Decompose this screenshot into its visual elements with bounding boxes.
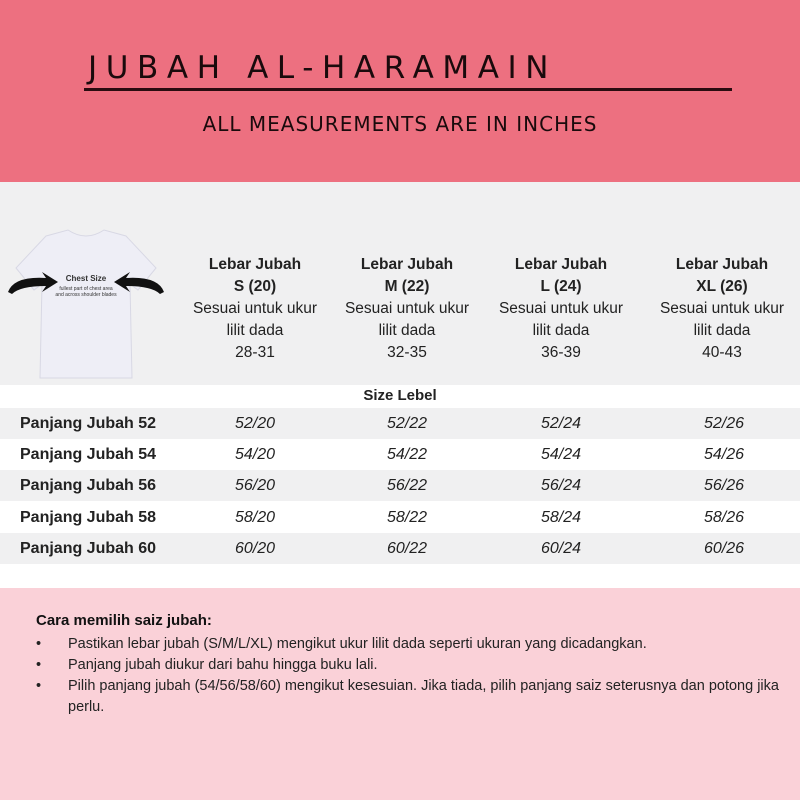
row-label: Panjang Jubah 56 [20,477,157,494]
size-column-s [180,254,330,364]
column-desc: Sesuai untuk ukur [498,300,624,317]
column-desc: lilit dada [378,322,436,339]
cell: 54/22 [386,446,428,463]
notes-list [36,634,786,718]
cell: 54/20 [234,446,276,463]
table-row [0,502,800,533]
column-range: 40-43 [702,344,742,361]
column-size: S (20) [233,278,277,295]
column-desc: Sesuai untuk ukur [344,300,470,317]
svg-text:fullest part of chest area: fullest part of chest area [59,286,113,292]
cell: 60/26 [703,540,745,557]
column-range: 36-39 [541,344,581,361]
note-item: • Pastikan lebar jubah (S/M/L/XL) mengikut ukur lilit dada seperti ukuran yang dicadangkan. [36,634,786,655]
notes-section [0,588,800,800]
note-item: • Panjang jubah diukur dari bahu hingga buku lali. [36,655,786,676]
cell: 52/26 [703,415,745,432]
table-row [0,533,800,564]
table-row [0,470,800,501]
notes-title: Cara memilih saiz jubah: [36,612,212,629]
row-label: Panjang Jubah 52 [20,415,157,432]
table-row [0,408,800,439]
cell: 52/24 [540,415,582,432]
size-column-l [486,254,636,364]
cell: 58/26 [703,509,745,526]
cell: 60/24 [540,540,582,557]
cell: 60/20 [234,540,276,557]
cell: 58/24 [540,509,582,526]
cell: 54/24 [540,446,582,463]
column-size: M (22) [384,278,430,295]
column-title: Lebar Jubah [675,256,769,273]
column-range: 28-31 [235,344,275,361]
cell: 58/22 [386,509,428,526]
size-column-xl [647,254,797,364]
column-size: XL (26) [696,278,748,295]
row-label: Panjang Jubah 54 [20,446,157,463]
cell: 58/20 [234,509,276,526]
column-title: Lebar Jubah [514,256,608,273]
page-title: JUBAH AL-HARAMAIN [88,50,558,86]
row-label: Panjang Jubah 58 [20,509,157,526]
column-desc: Sesuai untuk ukur [192,300,318,317]
column-range: 32-35 [387,344,427,361]
title-underline [84,88,732,91]
cell: 56/22 [386,477,428,494]
column-title: Lebar Jubah [360,256,454,273]
cell: 54/26 [703,446,745,463]
header-banner [0,0,800,182]
cell: 56/24 [540,477,582,494]
table-row [0,439,800,470]
cell: 52/22 [386,415,428,432]
svg-text:Chest Size: Chest Size [65,274,107,283]
size-column-m [332,254,482,364]
cell: 56/26 [703,477,745,494]
column-desc: lilit dada [693,322,751,339]
page-subtitle: ALL MEASUREMENTS ARE IN INCHES [202,112,598,136]
column-title: Lebar Jubah [208,256,302,273]
cell: 52/20 [234,415,276,432]
svg-text:and across shoulder blades: and across shoulder blades [55,292,117,298]
tshirt-chest-size-illustration [6,228,166,386]
note-item: • Pilih panjang jubah (54/56/58/60) mengikut kesesuian. Jika tiada, pilih panjang saiz seterusnya dan potong jika perlu. [36,676,786,718]
column-desc: lilit dada [532,322,590,339]
cell: 56/20 [234,477,276,494]
column-desc: Sesuai untuk ukur [659,300,785,317]
column-desc: lilit dada [226,322,284,339]
size-label-heading: Size Lebel [363,387,437,404]
cell: 60/22 [386,540,428,557]
row-label: Panjang Jubah 60 [20,540,157,557]
column-size: L (24) [540,278,582,295]
